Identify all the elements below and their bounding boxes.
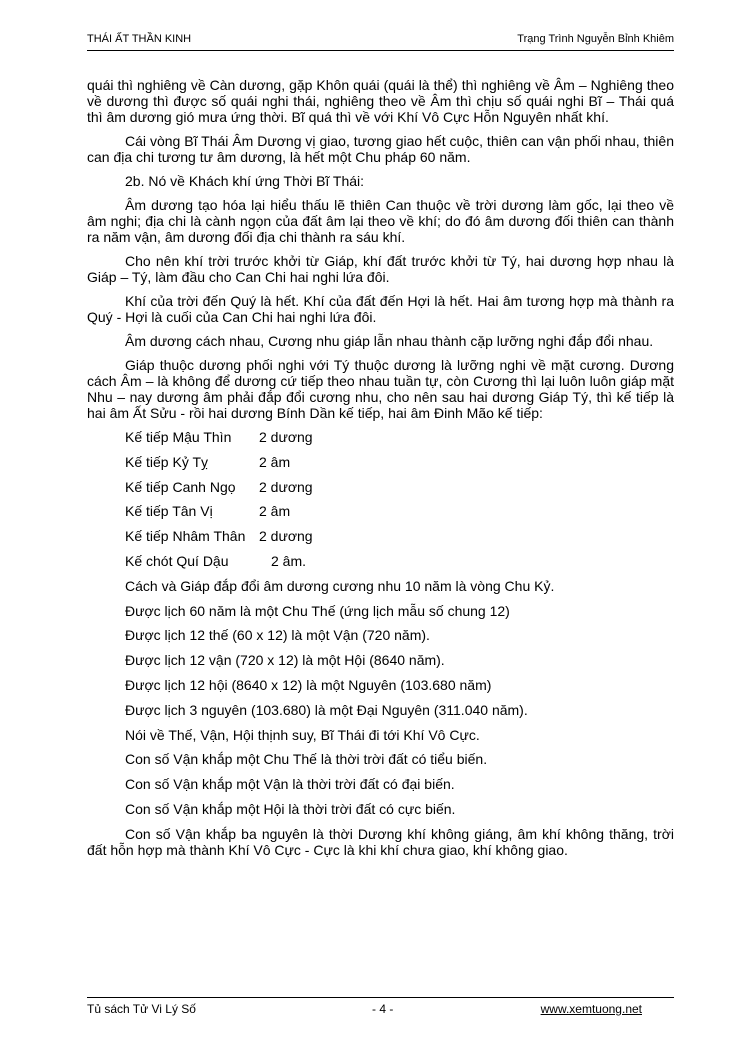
text-line: Cách và Giáp đắp đổi âm dương cương nhu 10 năm là vòng Chu Kỷ. (125, 577, 555, 594)
sequence-name: Kế chót Quí Dậu (125, 552, 229, 569)
text-line: Được lịch 12 thế (60 x 12) là một Vận (720 năm). (125, 627, 430, 644)
sequence-value: 2 âm (259, 503, 291, 520)
text-line: Được lịch 12 vận (720 x 12) là một Hội (8640 năm). (125, 652, 445, 669)
sequence-item (87, 503, 674, 519)
paragraph: Cho nên khí trời trước khởi từ Giáp, khí đất trước khởi từ Tý, hai dương hợp nhau là Giáp – Tý, làm đầu cho Can Chi hai nghi lứa đôi. (87, 253, 674, 285)
paragraph: Khí của trời đến Quý là hết. Khí của đất đến Hợi là hết. Hai âm tương hợp mà thành ra Quý - Hợi là cuối của Can Chi hai nghi lứa đôi. (87, 293, 674, 325)
text-line: Con số Vận khắp một Chu Thế là thời trời đất có tiểu biến. (125, 751, 488, 768)
paragraph: Âm dương cách nhau, Cương nhu giáp lẫn nhau thành cặp lưỡng nghi đắp đổi nhau. (125, 333, 654, 349)
section-heading: 2b. Nó về Khách khí ứng Thời Bĩ Thái: (125, 173, 365, 189)
text-line: Con số Vận khắp một Vận là thời trời đất có đại biến. (125, 776, 455, 793)
paragraph: Giáp thuộc dương phối nghi với Tý thuộc dương là lưỡng nghi về mặt cương. Dương cách Âm – là không để dương cứ tiếp theo nhau tuần tự, còn Cương thì lại luôn luôn giáp mặt Nhu – nay dương âm phải đắp đổi cương nhu, cho nên sau hai dương Giáp Tý, thì kế tiếp là hai âm Ất Sửu - rồi hai dương Bính Dần kế tiếp, hai âm Đinh Mão kế tiếp: (87, 357, 674, 421)
closing-paragraph: Con số Vận khắp ba nguyên là thời Dương khí không giáng, âm khí không thăng, trời đất hỗn hợp mà thành Khí Vô Cực - Cực là khi khí chưa giao, khí không giao. (87, 825, 674, 858)
header-author: Trạng Trình Nguyễn Bỉnh Khiêm (517, 33, 674, 45)
paragraph: quái thì nghiêng về Càn dương, gặp Khôn quái (quái là thể) thì nghiêng về Âm – Nghiêng theo về dương thì được số quái nghi thái, nghiêng theo về Âm thì chịu số quái nghi Bĩ – Thái quá thì âm dương gió mưa ứng thời. Bĩ quá thì về với Khí Vô Cực Hỗn Nguyên nhất khí. (87, 77, 674, 125)
text-line: Được lịch 12 hội (8640 x 12) là một Nguyên (103.680 năm) (125, 676, 492, 693)
paragraph: Cái vòng Bĩ Thái Âm Dương vị giao, tương giao hết cuộc, thiên can vận phối nhau, thiên can địa chi tương tư âm dương, là hết một Chu pháp 60 năm. (87, 133, 674, 165)
header-book-title: THÁI ẤT THẦN KINH (87, 33, 192, 45)
page-number: - 4 - (372, 1002, 394, 1016)
sequence-item (87, 479, 674, 495)
text-line: Nói về Thế, Vận, Hội thịnh suy, Bĩ Thái đi tới Khí Vô Cực. (125, 726, 480, 743)
sequence-value: 2 âm (259, 453, 291, 470)
sequence-item (87, 553, 674, 569)
page-footer (87, 997, 674, 1016)
sequence-name: Kế tiếp Kỷ Tỵ (125, 453, 209, 470)
sequence-name: Kế tiếp Mậu Thìn (125, 429, 232, 445)
sequence-item (87, 429, 674, 445)
text-line: Con số Vận khắp một Hội là thời trời đất có cực biến. (125, 800, 456, 817)
sequence-name: Kế tiếp Canh Ngọ (125, 478, 236, 495)
sequence-value: 2 dương (259, 528, 313, 545)
sequence-item (87, 454, 674, 470)
sequence-value: 2 dương (259, 429, 313, 445)
page-header (87, 30, 674, 51)
footer-series: Tủ sách Tử Vi Lý Số (87, 1002, 196, 1016)
sequence-name: Kế tiếp Tân Vị (125, 503, 213, 520)
sequence-value: 2 âm. (271, 552, 307, 569)
sequence-item (87, 528, 674, 544)
sequence-value: 2 dương (259, 478, 313, 495)
paragraph: Âm dương tạo hóa lại hiểu thấu lẽ thiên Can thuộc về trời dương làm gốc, lại theo về âm nghi; địa chi là cành ngọn của đất âm lại theo về khí; do đó âm dương đối thiên can thành ra năm vận, âm dương đối địa chi thành ra sáu khí. (87, 197, 674, 245)
sequence-name: Kế tiếp Nhâm Thân (125, 528, 246, 545)
page-body (87, 77, 674, 866)
footer-website-link[interactable]: www.xemtuong.net (540, 1002, 642, 1016)
text-line: Được lịch 60 năm là một Chu Thế (ứng lịch mẫu số chung 12) (125, 602, 510, 619)
text-line: Được lịch 3 nguyên (103.680) là một Đại Nguyên (311.040 năm). (125, 701, 528, 718)
